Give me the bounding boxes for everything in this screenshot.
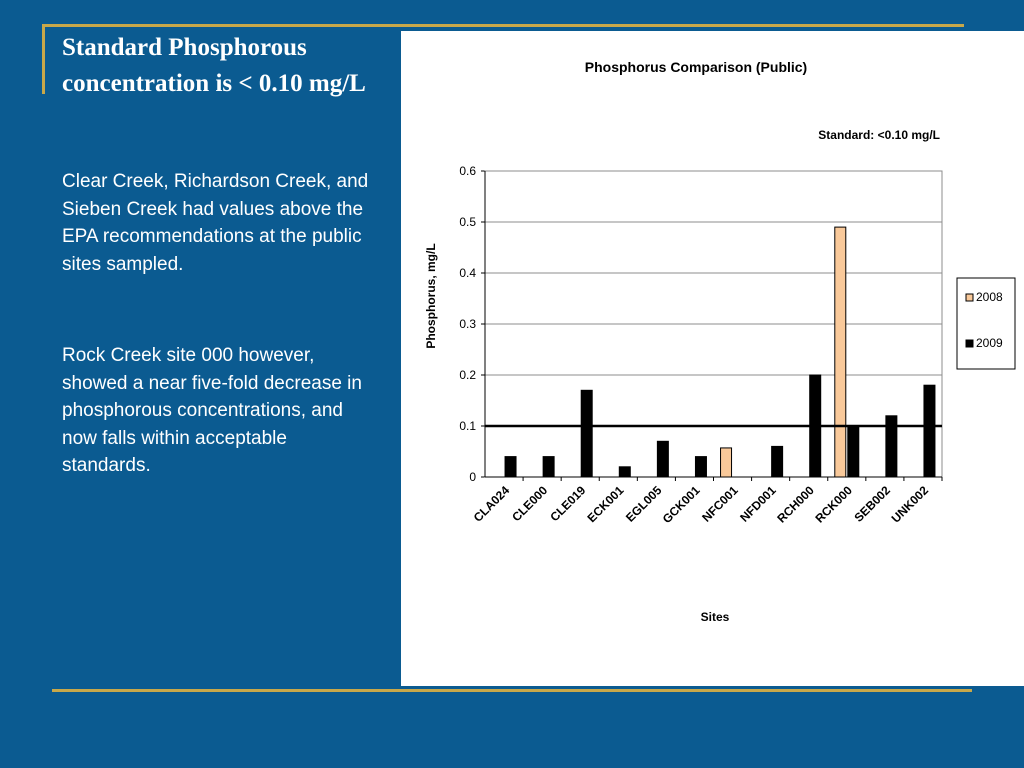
accent-line-bottom bbox=[52, 689, 972, 692]
phosphorus-chart bbox=[401, 31, 1024, 686]
y-tick-label: 0 bbox=[469, 470, 476, 484]
x-tick-label: ECK001 bbox=[584, 483, 627, 526]
y-tick-label: 0.3 bbox=[459, 317, 476, 331]
chart-panel bbox=[401, 31, 1024, 686]
legend-label-2008: 2008 bbox=[976, 290, 1003, 304]
legend-swatch-2008 bbox=[966, 294, 973, 301]
x-tick-label: GCK001 bbox=[659, 483, 703, 527]
x-axis-label: Sites bbox=[700, 610, 730, 624]
x-tick-label: NFC001 bbox=[699, 483, 741, 525]
slide-title: Standard Phosphorous concentration is < 0.10 mg/L bbox=[62, 34, 366, 97]
x-tick-label: SEB002 bbox=[851, 483, 893, 525]
x-tick-label: EGL005 bbox=[622, 483, 665, 525]
x-tick-label: NFD001 bbox=[737, 483, 779, 525]
chart-title: Phosphorus Comparison (Public) bbox=[584, 59, 808, 75]
y-tick-label: 0.5 bbox=[459, 215, 476, 229]
y-tick-label: 0.6 bbox=[459, 164, 476, 178]
bar-2009-cle000 bbox=[543, 457, 554, 477]
plot-area bbox=[459, 164, 942, 526]
bar-2009-unk002 bbox=[924, 385, 935, 477]
bar-2009-nfd001 bbox=[772, 446, 783, 477]
accent-line-left bbox=[42, 24, 45, 94]
x-tick-label: CLE019 bbox=[547, 483, 589, 525]
paragraph-2: Rock Creek site 000 however, showed a near five-fold decrease in phosphorous concentrations, and now falls within acceptable standards. bbox=[62, 345, 362, 476]
y-tick-label: 0.2 bbox=[459, 368, 476, 382]
bar-2009-gck001 bbox=[695, 457, 706, 477]
legend bbox=[957, 278, 1015, 369]
y-axis-label: Phosphorus, mg/L bbox=[424, 243, 438, 349]
x-tick-label: UNK002 bbox=[888, 483, 932, 526]
x-tick-label: CLA024 bbox=[470, 483, 513, 525]
legend-swatch-2009 bbox=[966, 340, 973, 347]
legend-label-2009: 2009 bbox=[976, 336, 1003, 350]
x-tick-label: CLE000 bbox=[509, 483, 551, 525]
accent-line-top bbox=[42, 24, 964, 27]
y-tick-label: 0.1 bbox=[459, 419, 476, 433]
bar-2009-cla024 bbox=[505, 457, 516, 477]
x-tick-label: RCH000 bbox=[774, 483, 817, 526]
bar-2009-egl005 bbox=[657, 441, 668, 477]
bar-2009-eck001 bbox=[619, 467, 630, 477]
standard-annotation: Standard: <0.10 mg/L bbox=[818, 128, 940, 142]
bar-2009-cle019 bbox=[581, 390, 592, 477]
bar-2008-nfc001 bbox=[721, 448, 732, 477]
bar-2009-rck000 bbox=[848, 426, 859, 477]
bar-2008-rck000 bbox=[835, 227, 846, 477]
paragraph-1: Clear Creek, Richardson Creek, and Sieben Creek had values above the EPA recommendations at the public sites sampled. bbox=[62, 171, 369, 275]
y-tick-label: 0.4 bbox=[459, 266, 476, 280]
x-tick-label: RCK000 bbox=[812, 483, 855, 526]
